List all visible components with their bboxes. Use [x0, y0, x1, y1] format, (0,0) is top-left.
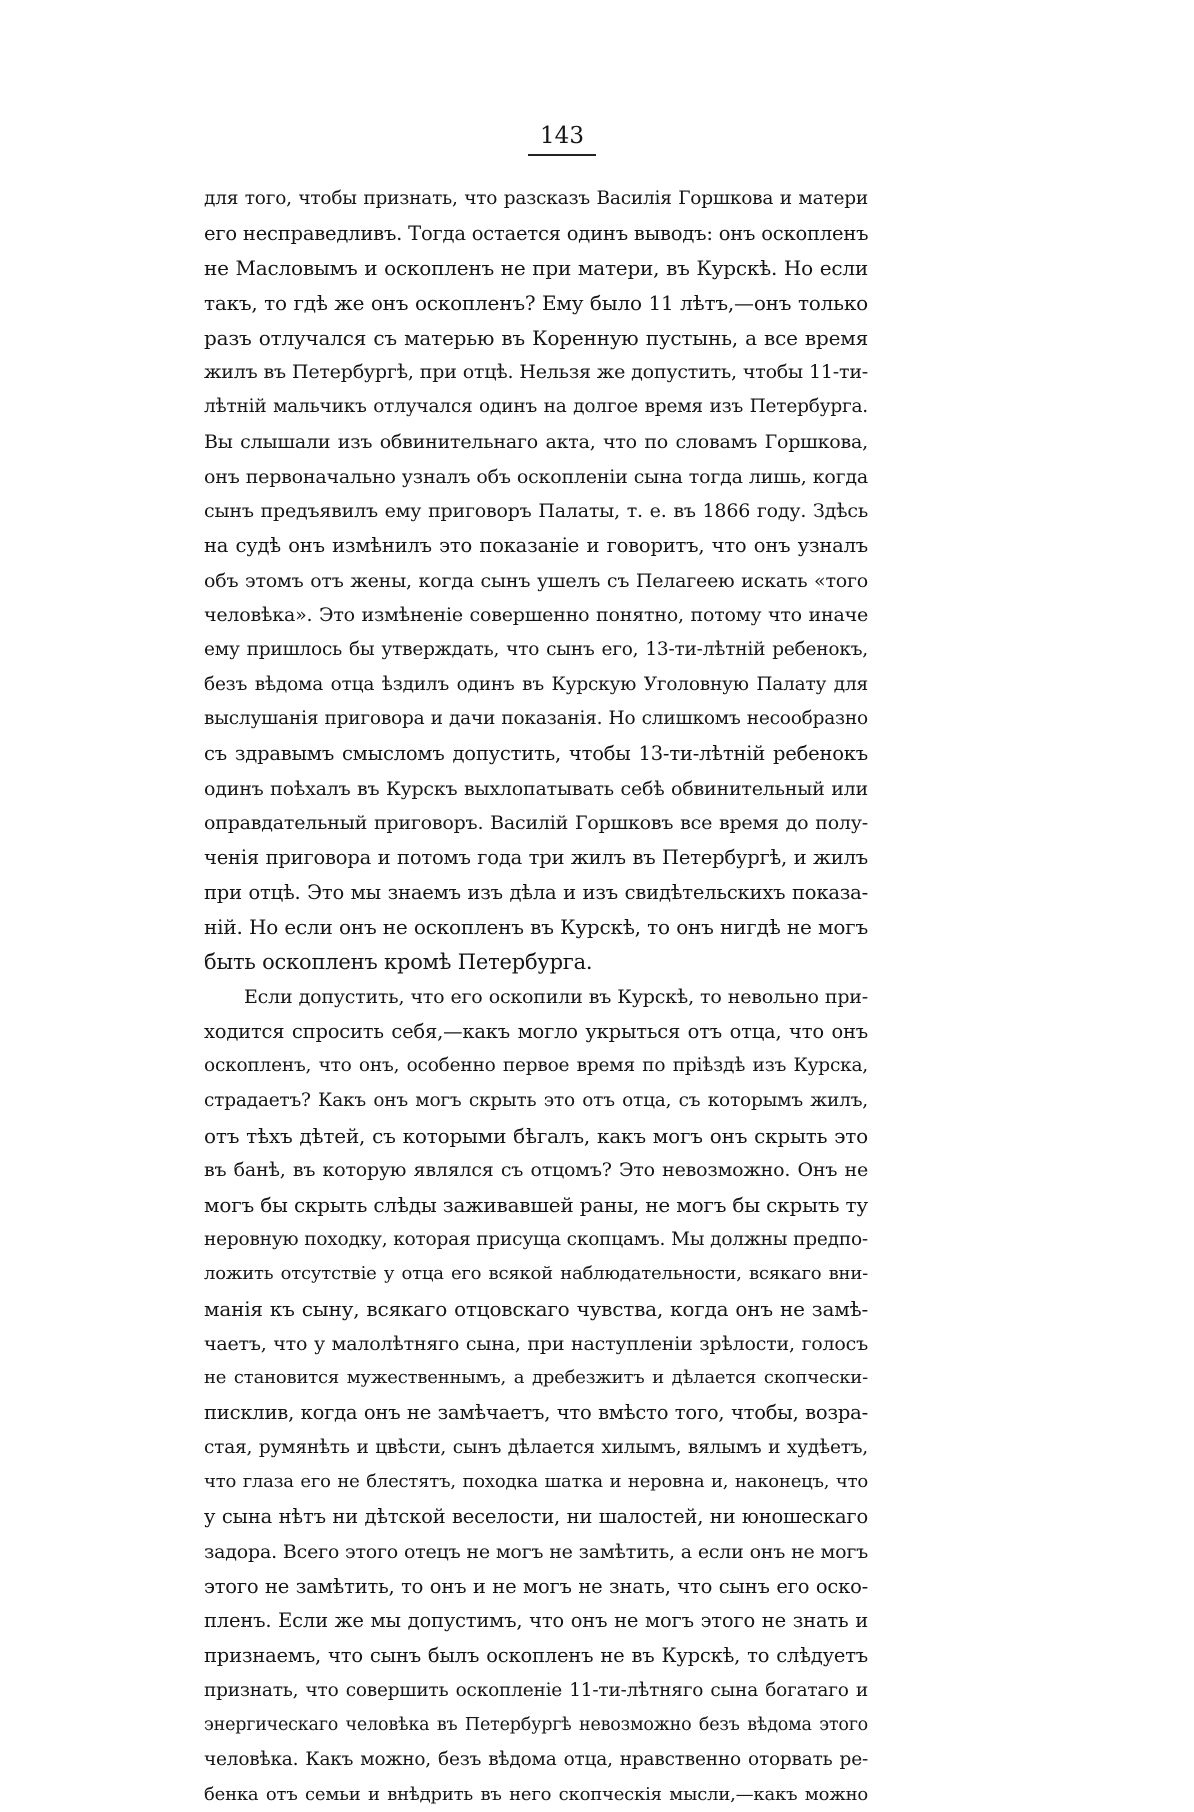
- text-line: оправдательный приговоръ. Василій Горшковъ все время до полу-: [204, 812, 868, 835]
- text-line: неровную походку, которая присуща скопцамъ. Мы должны предпо-: [204, 1228, 868, 1250]
- text-line: могъ бы скрыть слѣды заживавшей раны, не могъ бы скрыть ту: [204, 1192, 868, 1217]
- paragraph: [204, 182, 868, 980]
- text-line: для того, чтобы признать, что разсказъ Василія Горшкова и матери: [204, 188, 868, 209]
- text-line: такъ, то гдѣ же онъ оскопленъ? Ему было 11 лѣтъ,—онъ только: [204, 291, 868, 316]
- text-line: энергическаго человѣка въ Петербургѣ невозможно безъ вѣдома этого: [204, 1715, 868, 1736]
- text-line: бенка отъ семьи и внѣдрить въ него скопческія мысли,—какъ можно: [204, 1783, 868, 1805]
- text-line: у сына нѣтъ ни дѣтской веселости, ни шалостей, ни юношескаго: [204, 1505, 868, 1529]
- text-line: ній. Но если онъ не оскопленъ въ Курскѣ, то онъ нигдѣ не могъ: [204, 915, 868, 940]
- text-line: оскопленъ, что онъ, особенно первое время по пріѣздѣ изъ Курска,: [204, 1055, 868, 1077]
- text-line: человѣка». Это измѣненіе совершенно понятно, потому что иначе: [204, 604, 868, 627]
- text-line: пленъ. Если же мы допустимъ, что онъ не могъ этого не знать и: [204, 1609, 868, 1633]
- text-line: человѣка. Какъ можно, безъ вѣдома отца, нравственно оторвать ре-: [204, 1748, 868, 1770]
- text-line: признаемъ, что сынъ былъ оскопленъ не въ Курскѣ, то слѣдуетъ: [204, 1643, 868, 1667]
- text-line: онъ первоначально узналъ объ оскопленіи сына тогда лишь, когда: [204, 465, 868, 488]
- text-line: чаетъ, что у малолѣтняго сына, при наступленіи зрѣлости, голосъ: [204, 1332, 868, 1355]
- paragraph: [204, 980, 868, 1812]
- text-line: не становится мужественнымъ, а дребезжитъ и дѣлается скопчески-: [204, 1367, 868, 1389]
- text-line: Если допустить, что его оскопили въ Курскѣ, то невольно при-: [244, 985, 868, 1008]
- text-line: его несправедливъ. Тогда остается одинъ выводъ: онъ оскопленъ: [204, 221, 869, 245]
- text-line: жилъ въ Петербургѣ, при отцѣ. Нельзя же допустить, чтобы 11-ти-: [204, 361, 868, 384]
- text-line: отъ тѣхъ дѣтей, съ которыми бѣгалъ, какъ могъ онъ скрыть это: [204, 1123, 868, 1148]
- text-line: не Масловымъ и оскопленъ не при матери, въ Курскѣ. Но если: [204, 256, 868, 281]
- text-line: манія къ сыну, всякаго отцовскаго чувства, когда онъ не замѣ-: [204, 1297, 868, 1321]
- text-line: ходится спросить себя,—какъ могло укрыться отъ отца, что онъ: [204, 1019, 868, 1043]
- text-line: объ этомъ отъ жены, когда сынъ ушелъ съ Пелагеею искать «того: [204, 569, 868, 592]
- text-line: что глаза его не блестятъ, походка шатка и неровна и, наконецъ, что: [204, 1471, 868, 1493]
- text-line: безъ вѣдома отца ѣздилъ одинъ въ Курскую Уголовную Палату для: [204, 673, 868, 695]
- text-line: страдаетъ? Какъ онъ могъ скрыть это отъ отца, съ которымъ жилъ,: [204, 1089, 868, 1111]
- text-line: Вы слышали изъ обвинительнаго акта, что по словамъ Горшкова,: [204, 430, 868, 453]
- text-line: ему пришлось бы утверждать, что сынъ его, 13-ти-лѣтній ребенокъ,: [204, 638, 868, 660]
- text-line: задора. Всего этого отецъ не могъ не замѣтить, а если онъ не могъ: [204, 1540, 868, 1563]
- text-line: въ банѣ, въ которую являлся съ отцомъ? Это невозможно. Онъ не: [204, 1159, 868, 1182]
- text-line: ченія приговора и потомъ года три жилъ въ Петербургѣ, и жилъ: [204, 846, 868, 870]
- text-line: ложить отсутствіе у отца его всякой наблюдательности, всякаго вни-: [204, 1263, 868, 1285]
- text-line: лѣтній мальчикъ отлучался одинъ на долгое время изъ Петербурга.: [204, 396, 868, 418]
- text-line: сынъ предъявилъ ему приговоръ Палаты, т. е. въ 1866 году. Здѣсь: [204, 500, 868, 523]
- body-text: [204, 182, 868, 1812]
- text-line: при отцѣ. Это мы знаемъ изъ дѣла и изъ свидѣтельскихъ показа-: [204, 880, 868, 904]
- text-line: стая, румянѣть и цвѣсти, сынъ дѣлается хилымъ, вялымъ и худѣетъ,: [204, 1436, 868, 1458]
- text-line: признать, что совершить оскопленіе 11-ти-лѣтняго сына богатаго и: [204, 1679, 868, 1701]
- page-number: 143: [528, 122, 596, 156]
- text-line: одинъ поѣхалъ въ Курскъ выхлопатывать себѣ обвинительный или: [204, 777, 868, 800]
- text-line: съ здравымъ смысломъ допустить, чтобы 13-ти-лѣтній ребенокъ: [204, 742, 868, 765]
- text-line: быть оскопленъ кромѣ Петербурга.: [204, 950, 593, 975]
- text-line: выслушанія приговора и дачи показанія. Но слишкомъ несообразно: [204, 708, 868, 730]
- text-line: писклив, когда онъ не замѣчаетъ, что вмѣсто того, чтобы, возра-: [204, 1401, 868, 1425]
- text-line: на судѣ онъ измѣнилъ это показаніе и говоритъ, что онъ узналъ: [204, 533, 868, 557]
- text-line: разъ отлучался съ матерью въ Коренную пустынь, а все время: [204, 325, 868, 350]
- text-line: этого не замѣтить, то онъ и не могъ не знать, что сынъ его оско-: [204, 1574, 868, 1598]
